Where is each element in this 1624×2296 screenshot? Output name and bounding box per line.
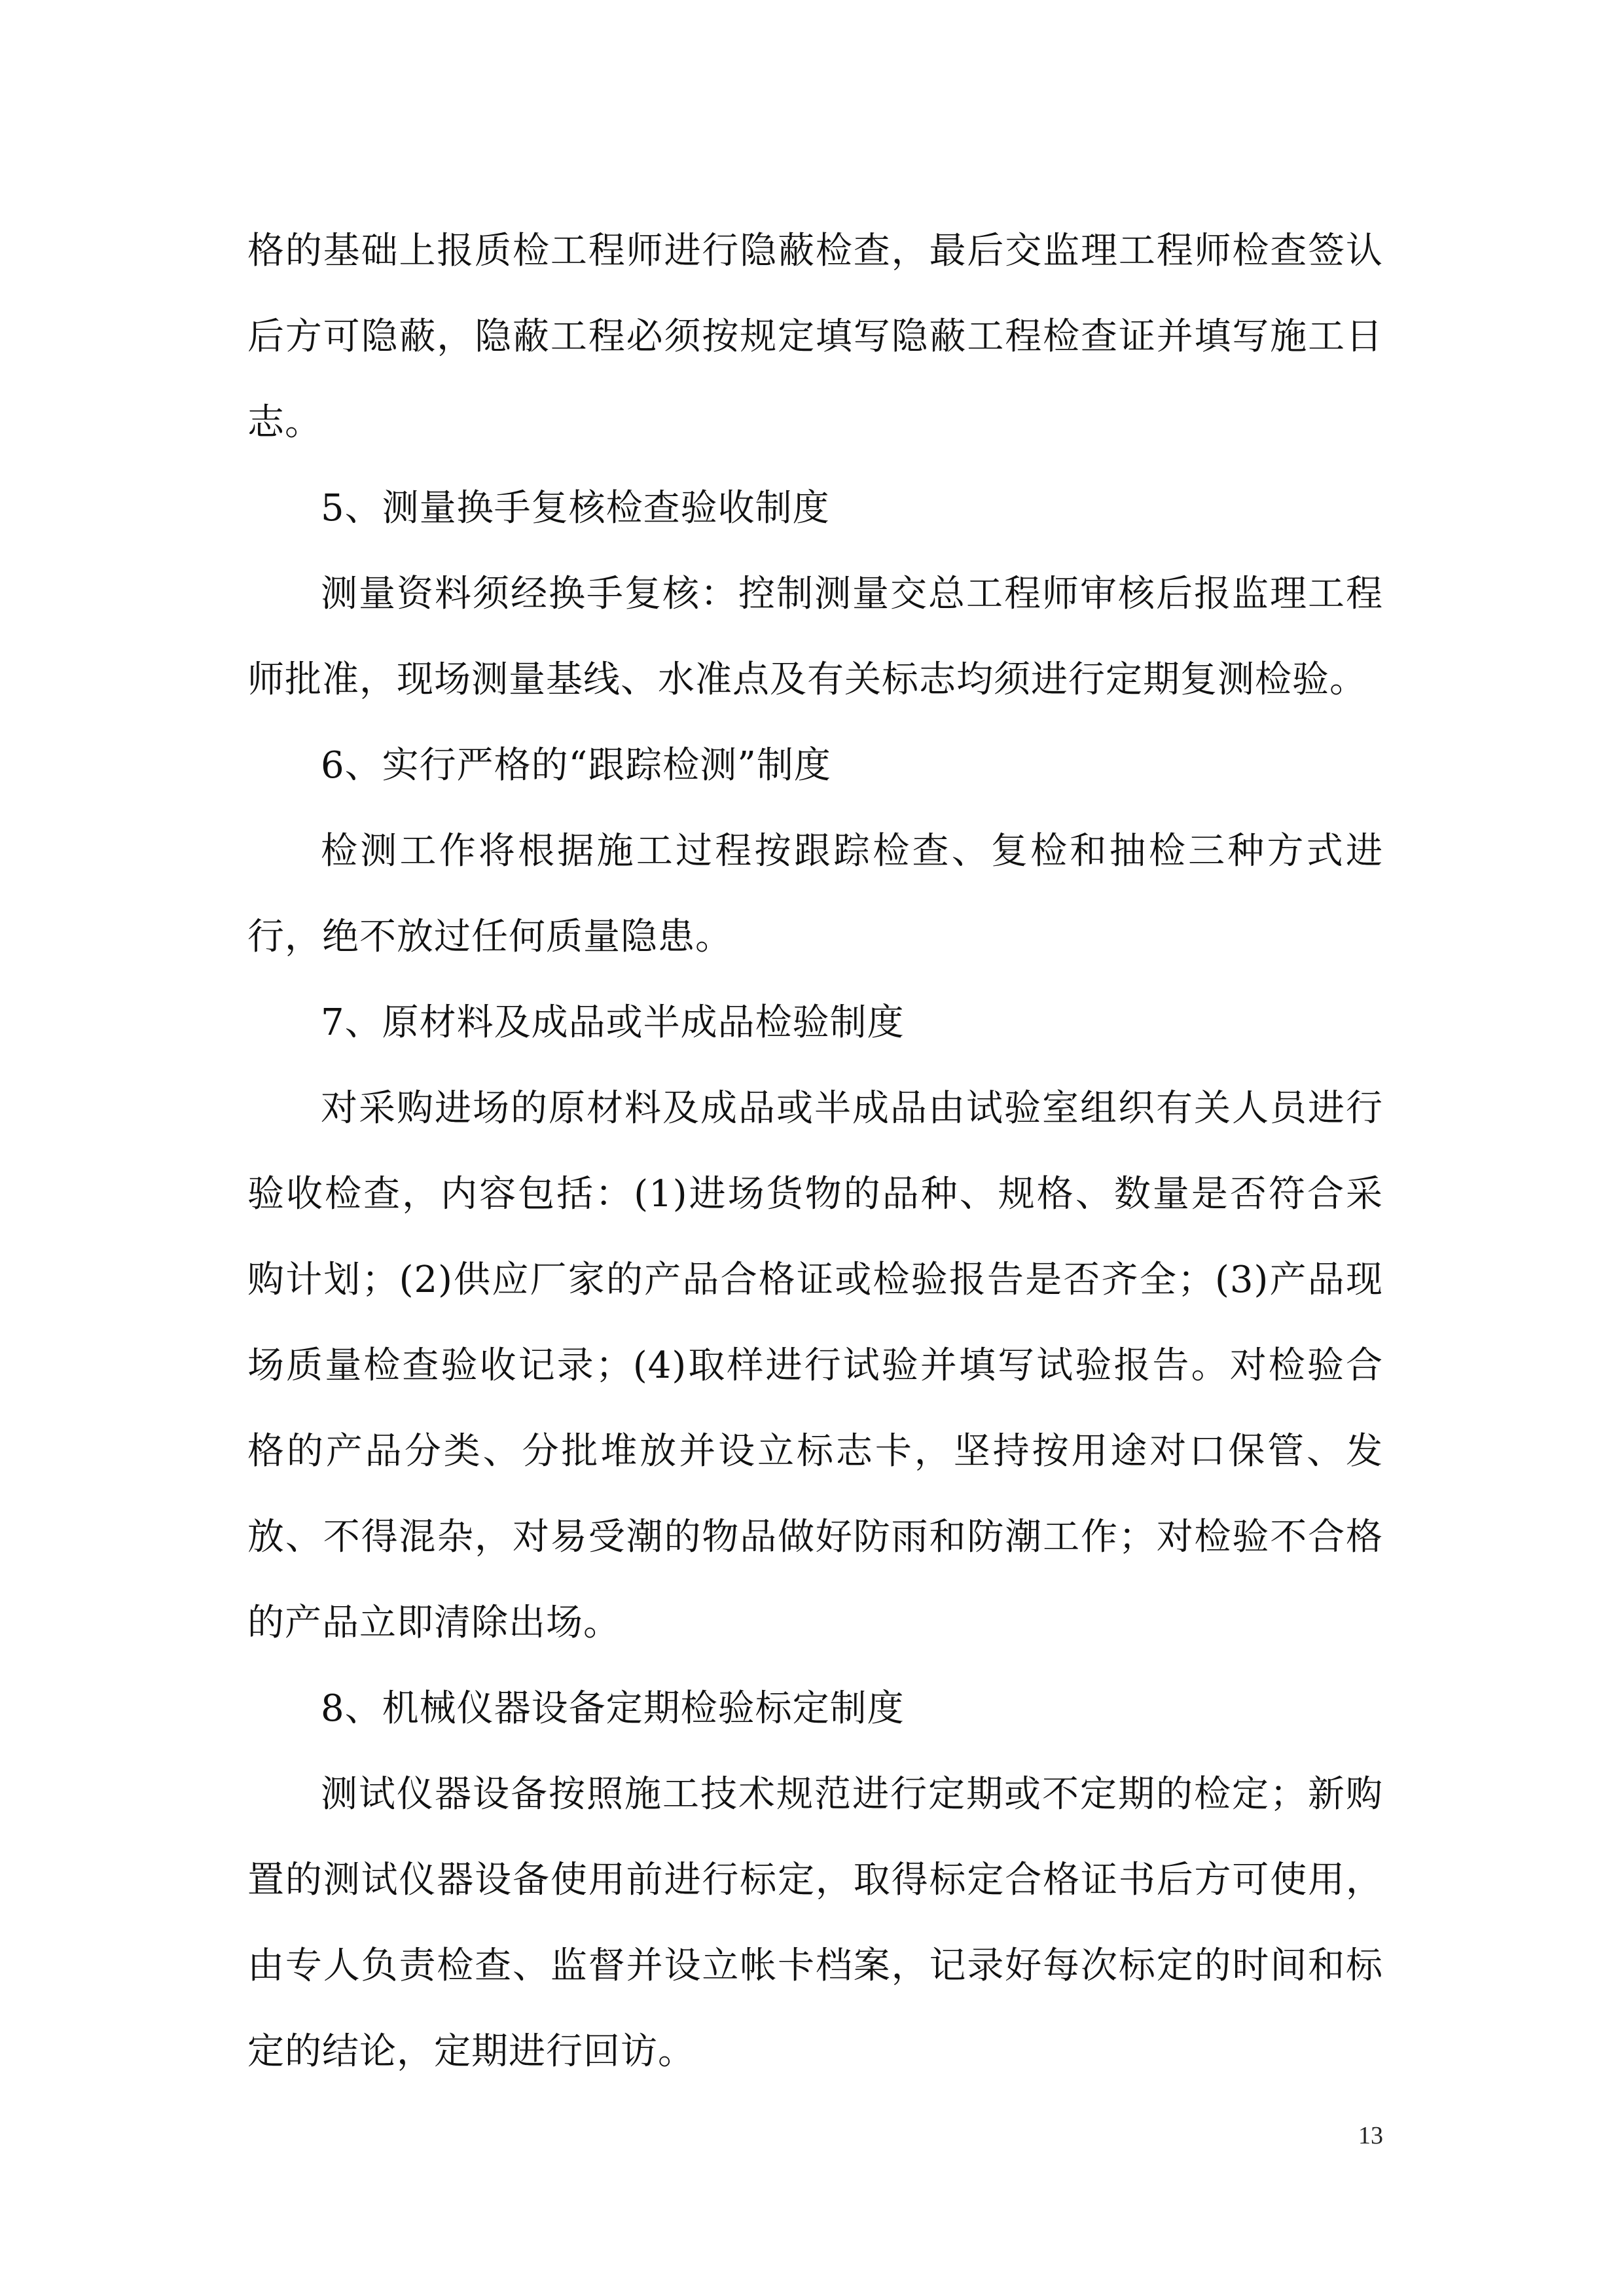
section-heading-6: 6、实行严格的“跟踪检测”制度	[321, 744, 831, 787]
body-text	[247, 208, 1383, 2094]
paragraph-material-inspection: 对采购进场的原材料及成品或半成品由试验室组织有关人员进行验收检查，内容包括：(1)进场货物的品种、规格、数量是否符合采购计划；(2)供应厂家的产品合格证或检验报告是否齐全；(3)产品现场质量检查验收记录；(4)取样进行试验并填写试验报告。对检验合格的产品分类、分批堆放并设立标志卡，坚持按用途对口保管、发放、不得混杂，对易受潮的物品做好防雨和防潮工作；对检验不合格的产品立即清除出场。	[247, 1087, 1383, 1644]
section-heading-7: 7、原材料及成品或半成品检验制度	[321, 1001, 905, 1044]
paragraph-survey-review: 测量资料须经换手复核：控制测量交总工程师审核后报监理工程师批准，现场测量基线、水准点及有关标志均须进行定期复测检验。	[247, 573, 1383, 701]
section-heading-8: 8、机械仪器设备定期检验标定制度	[321, 1687, 905, 1730]
section-heading-5: 5、测量换手复核检查验收制度	[321, 487, 830, 529]
paragraph-continuation: 格的基础上报质检工程师进行隐蔽检查，最后交监理工程师检查签认后方可隐蔽，隐蔽工程必须按规定填写隐蔽工程检查证并填写施工日志。	[247, 230, 1383, 444]
page-number: 13	[1358, 2122, 1383, 2149]
paragraph-tracking-inspection: 检测工作将根据施工过程按跟踪检查、复检和抽检三种方式进行，绝不放过任何质量隐患。	[247, 830, 1383, 958]
paragraph-equipment-calibration: 测试仪器设备按照施工技术规范进行定期或不定期的检定；新购置的测试仪器设备使用前进行标定，取得标定合格证书后方可使用，由专人负责检查、监督并设立帐卡档案，记录好每次标定的时间和标定的结论，定期进行回访。	[247, 1773, 1383, 2073]
